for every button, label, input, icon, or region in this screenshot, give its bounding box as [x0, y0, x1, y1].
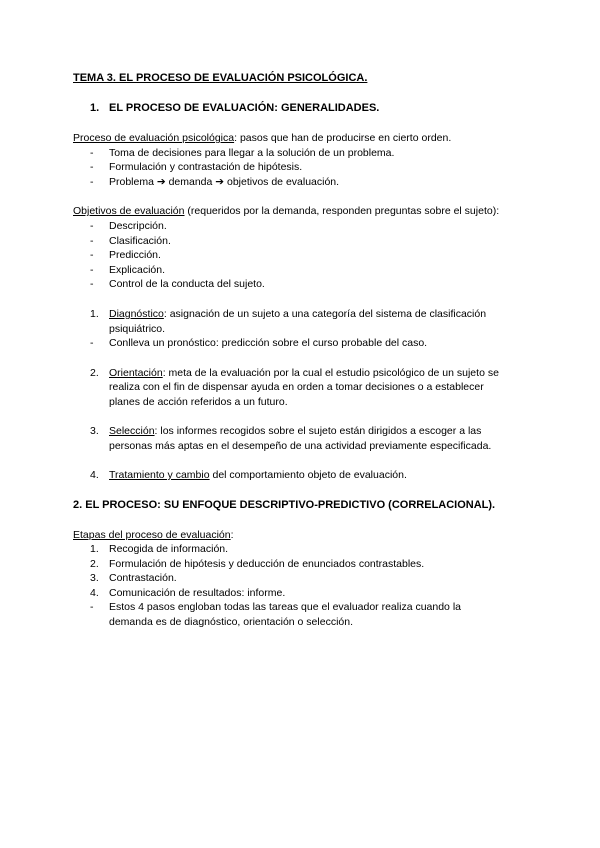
objective-term: Selección [109, 425, 155, 437]
list-item: Clasificación. [109, 234, 171, 247]
definition-text: : [230, 528, 234, 541]
bullet-marker: - [90, 146, 94, 159]
objective-text: del comportamiento objeto de evaluación. [209, 469, 407, 481]
objective-number: 3. [90, 425, 99, 437]
step-item: Recogida de información. [109, 543, 229, 555]
definition-text: : pasos que han de producirse en cierto orden. [234, 132, 452, 144]
definition-text: (requeridos por la demanda, responden preguntas sobre el sujeto): [184, 205, 500, 217]
note-text: demanda es de diagnóstico, orientación o selección. [109, 615, 353, 628]
definition-etapas [73, 528, 234, 543]
objective-orientacion [109, 366, 499, 381]
objective-text: : los informes recogidos sobre el sujeto están dirigidos a escoger a las [154, 425, 482, 437]
step-number: 2. [90, 557, 99, 570]
step-number: 3. [90, 572, 99, 584]
definition-proceso [73, 131, 451, 146]
objective-term: Orientación [109, 366, 163, 379]
bullet-marker: - [90, 263, 94, 276]
objective-text: psiquiátrico. [109, 322, 166, 335]
objective-number: 1. [90, 308, 99, 320]
objective-text: personas más aptas en el desempeño de una actividad previamente especificada. [109, 439, 492, 452]
list-item: Descripción. [109, 220, 167, 232]
list-item: Predicción. [109, 249, 161, 261]
objective-number: 2. [90, 366, 99, 379]
definition-term: Proceso de evaluación psicológica [73, 132, 235, 144]
step-number: 4. [90, 586, 99, 599]
objective-term: Tratamiento y cambio [109, 469, 210, 481]
objective-seleccion [109, 424, 481, 439]
objective-text: realiza con el fin de dispensar ayuda en orden a tomar decisiones o a establecer [109, 381, 484, 393]
section1-heading: EL PROCESO DE EVALUACIÓN: GENERALIDADES. [109, 102, 380, 114]
list-item: Explicación. [109, 263, 166, 276]
bullet-marker: - [90, 161, 94, 173]
note-text: Estos 4 pasos engloban todas las tareas que el evaluador realiza cuando la [109, 601, 461, 613]
step-item: Comunicación de resultados: informe. [109, 586, 286, 599]
document-title: TEMA 3. EL PROCESO DE EVALUACIÓN PSICOLÓGICA. [73, 72, 368, 84]
objective-term: Diagnóstico [109, 308, 164, 320]
list-item: Problema ➔ demanda ➔ objetivos de evaluación. [109, 176, 340, 188]
section1-number: 1. [90, 102, 100, 114]
bullet-marker: - [90, 249, 94, 261]
bullet-marker: - [90, 337, 94, 349]
bullet-marker: - [90, 234, 94, 247]
list-item: Conlleva un pronóstico: predicción sobre el curso probable del caso. [109, 337, 428, 349]
bullet-marker: - [90, 176, 94, 188]
objective-tratamiento [109, 468, 407, 483]
bullet-marker: - [90, 601, 94, 613]
objective-text: : meta de la evaluación por la cual el estudio psicológico de un sujeto se [162, 366, 499, 379]
list-item: Control de la conducta del sujeto. [109, 278, 265, 290]
section2-heading: 2. EL PROCESO: SU ENFOQUE DESCRIPTIVO-PREDICTIVO (CORRELACIONAL). [73, 499, 496, 511]
objective-text: : asignación de un sujeto a una categoría del sistema de clasificación [163, 308, 487, 320]
definition-term: Etapas del proceso de evaluación [73, 528, 231, 541]
step-number: 1. [90, 543, 99, 555]
objective-diagnostico [109, 307, 486, 322]
list-item: Formulación y contrastación de hipótesis. [109, 161, 303, 173]
definition-term: Objetivos de evaluación [73, 205, 185, 217]
step-item: Formulación de hipótesis y deducción de enunciados contrastables. [109, 557, 425, 570]
objective-number: 4. [90, 469, 99, 481]
bullet-marker: - [90, 278, 94, 290]
list-item: Toma de decisiones para llegar a la solución de un problema. [109, 146, 395, 159]
bullet-marker: - [90, 220, 94, 232]
objective-text: planes de acción referidos a un futuro. [109, 395, 288, 408]
step-item: Contrastación. [109, 572, 177, 584]
definition-objetivos [73, 204, 499, 219]
